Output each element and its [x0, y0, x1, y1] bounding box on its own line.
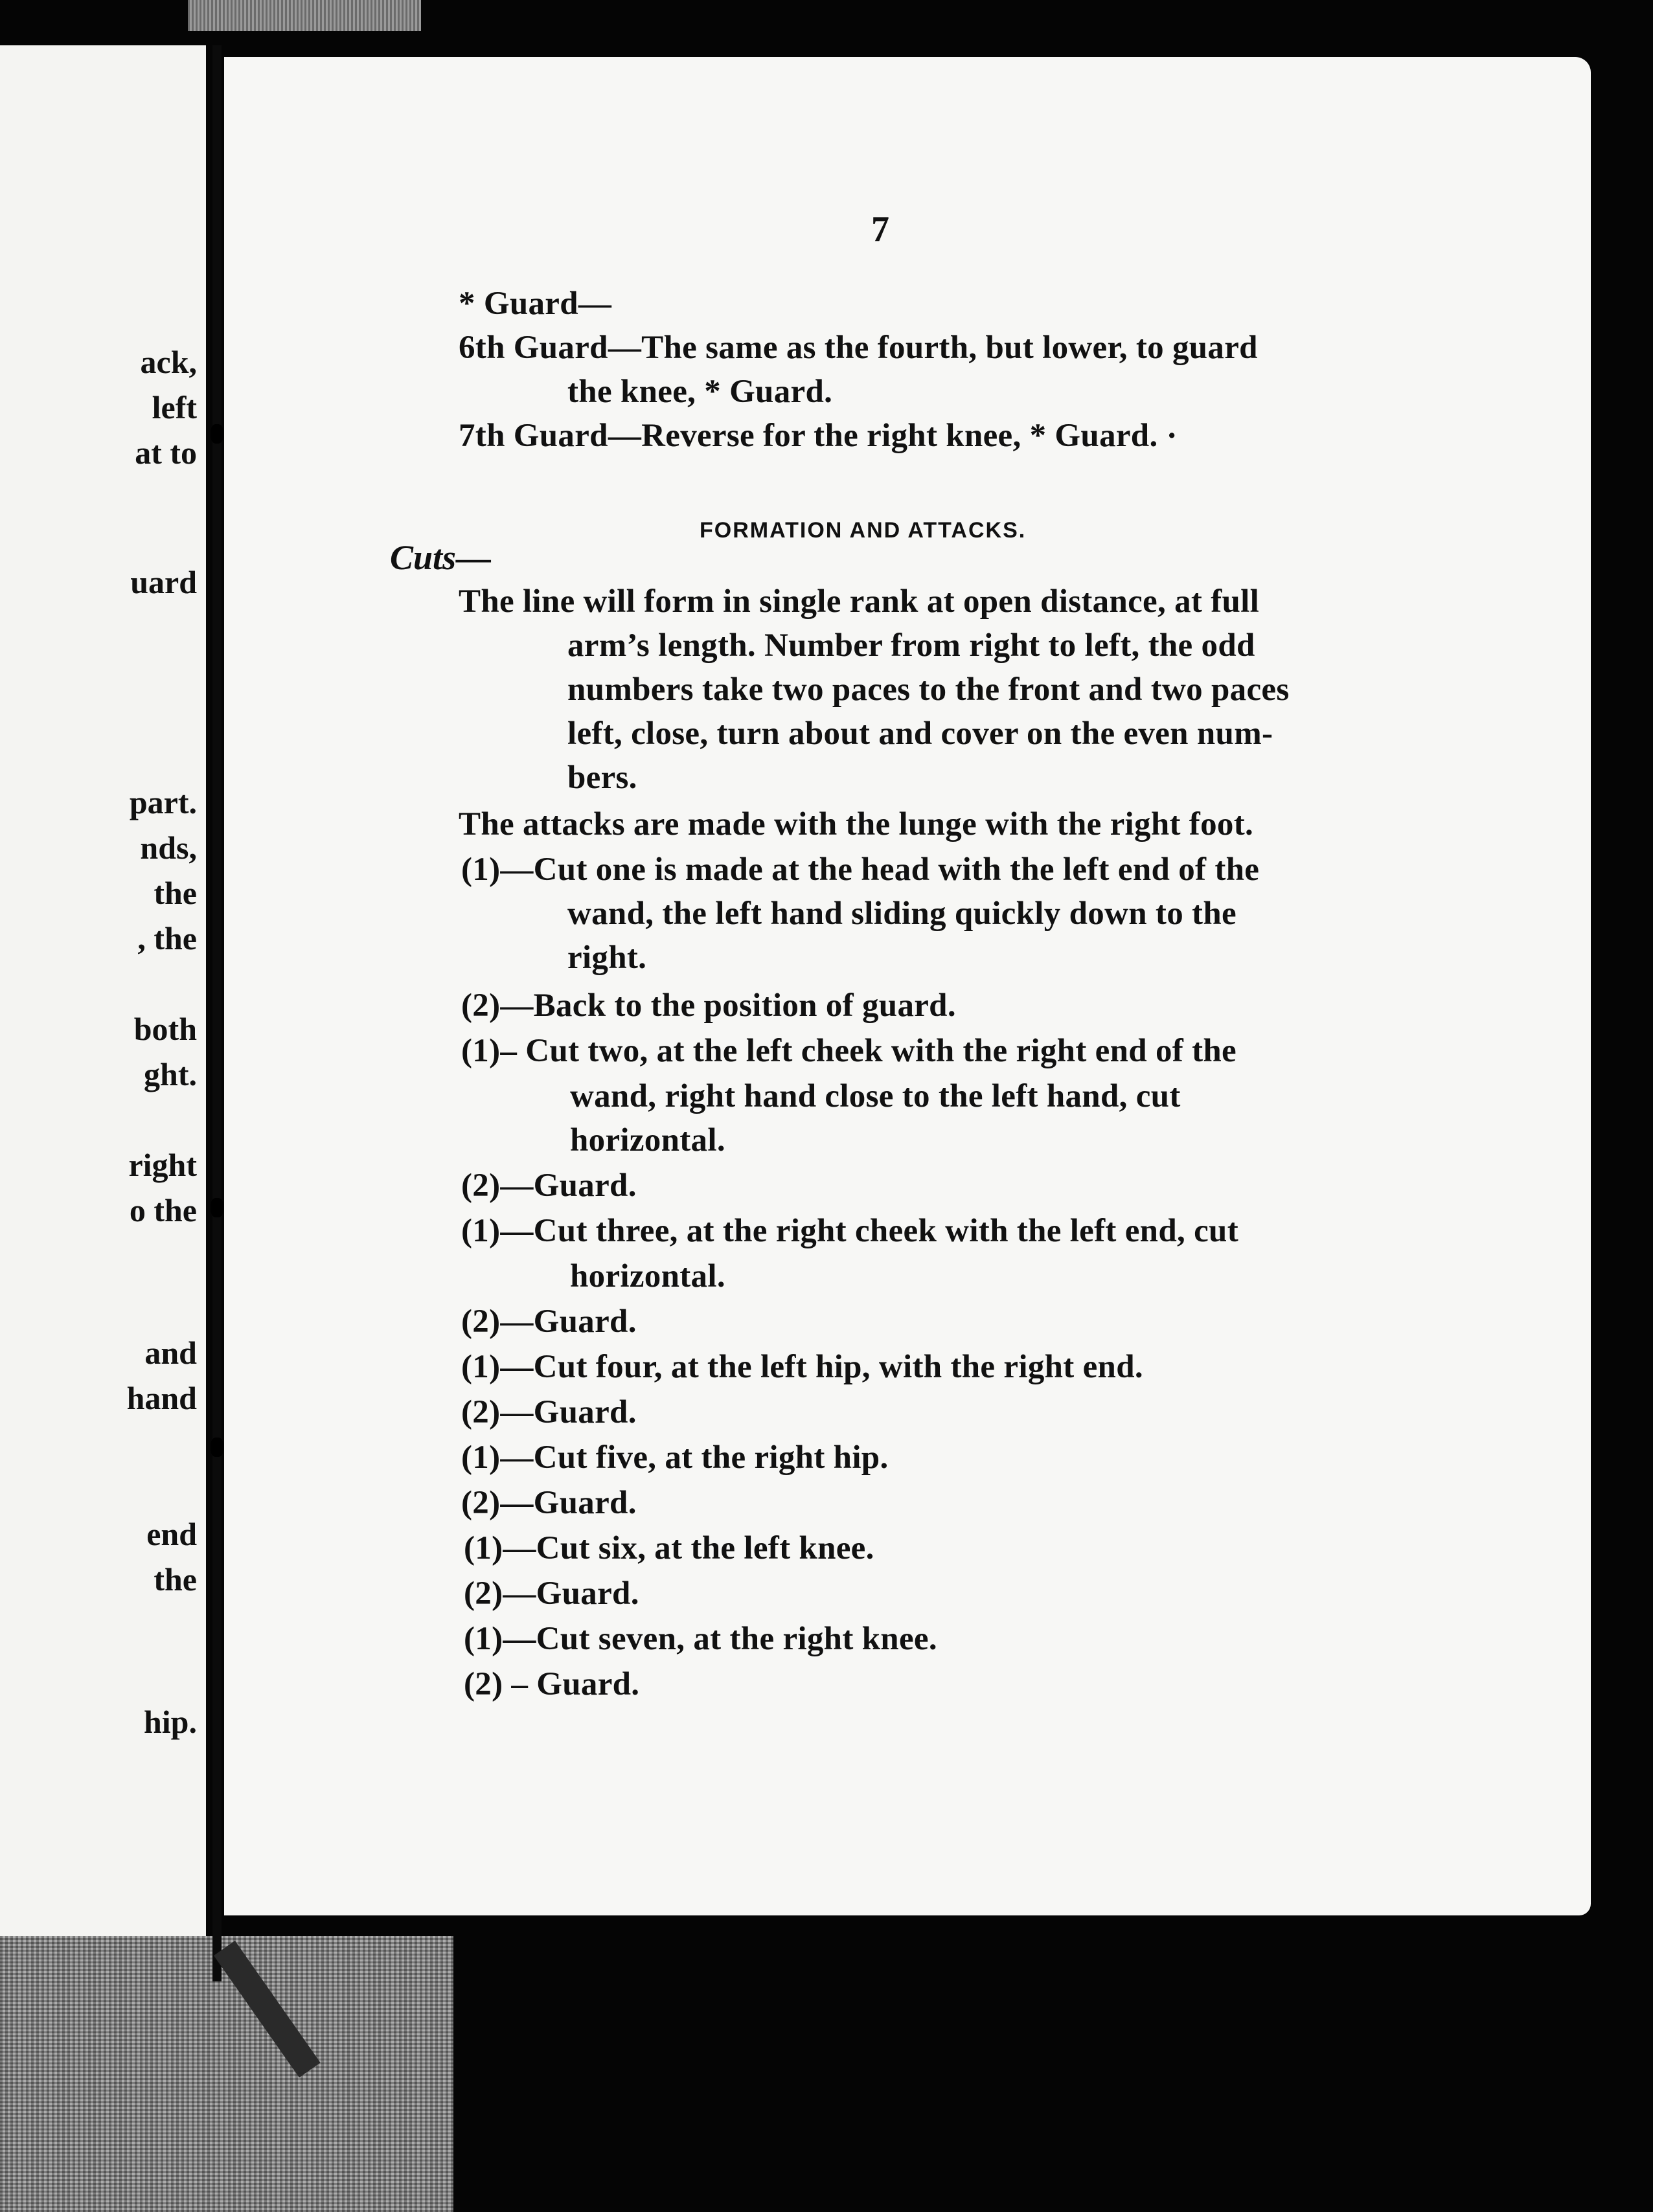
left-fragment: left — [152, 389, 197, 425]
cut-line: horizontal. — [570, 1258, 725, 1294]
cut-line: (2)—Back to the position of guard. — [461, 988, 956, 1024]
left-fragment: ght. — [144, 1056, 197, 1092]
cut-line: (2) – Guard. — [464, 1666, 640, 1702]
left-fragment: , the — [137, 920, 197, 956]
attacks-intro: The attacks are made with the lunge with the right foot. — [459, 806, 1254, 842]
cut-line: right. — [567, 940, 647, 976]
guard-line: 7th Guard—Reverse for the right knee, * Guard. · — [459, 418, 1178, 454]
left-page — [0, 45, 206, 1936]
cut-line: (1)—Cut seven, at the right knee. — [464, 1621, 937, 1657]
cut-line: (2)—Guard. — [464, 1575, 639, 1612]
cut-line: (2)—Guard. — [461, 1394, 637, 1430]
cut-line: (1)– Cut two, at the left cheek with the right end of the — [461, 1033, 1237, 1069]
guard-line: the knee, * Guard. — [567, 374, 833, 410]
cut-line: (1)—Cut four, at the left hip, with the right end. — [461, 1349, 1143, 1385]
formation-line: arm’s length. Number from right to left, the odd — [567, 627, 1255, 664]
formation-line: numbers take two paces to the front and two paces — [567, 672, 1290, 708]
binding-cloth-top — [188, 0, 421, 31]
formation-line: left, close, turn about and cover on the even num- — [567, 716, 1273, 752]
cut-line: (2)—Guard. — [461, 1168, 637, 1204]
left-fragment: o the — [129, 1192, 197, 1228]
cut-line: wand, right hand close to the left hand, cut — [570, 1078, 1181, 1114]
left-fragment: ack, — [140, 344, 197, 380]
cut-line: (1)—Cut one is made at the head with the left end of the — [461, 852, 1260, 888]
cut-line: (1)—Cut five, at the right hip. — [461, 1439, 889, 1476]
left-fragment: at to — [135, 435, 197, 471]
cut-line: (2)—Guard. — [461, 1485, 637, 1521]
left-fragment: hip. — [143, 1704, 197, 1740]
stitch-mark — [211, 1198, 223, 1217]
left-fragment: part. — [129, 784, 197, 820]
left-fragment: and — [144, 1335, 197, 1371]
stitch-mark — [211, 1438, 223, 1457]
page-number: 7 — [871, 209, 889, 249]
left-fragment: nds, — [140, 830, 197, 866]
cut-line: wand, the left hand sliding quickly down to the — [567, 896, 1237, 932]
section-heading: FORMATION AND ATTACKS. — [700, 518, 1027, 543]
formation-line: bers. — [567, 760, 637, 796]
cut-line: (1)—Cut three, at the right cheek with the left end, cut — [461, 1213, 1238, 1249]
cut-line: horizontal. — [570, 1122, 725, 1158]
cut-line: (1)—Cut six, at the left knee. — [464, 1530, 874, 1566]
cut-line: (2)—Guard. — [461, 1304, 637, 1340]
left-fragment: the — [154, 1561, 197, 1597]
left-fragment: hand — [126, 1380, 197, 1416]
left-fragment: the — [154, 875, 197, 911]
guard-line: * Guard— — [459, 286, 612, 322]
guard-line: 6th Guard—The same as the fourth, but lower, to guard — [459, 330, 1258, 366]
binding-cloth-bottom — [0, 1936, 453, 2212]
stitch-mark — [211, 424, 223, 444]
left-fragment: end — [146, 1516, 197, 1552]
left-fragment: uard — [130, 564, 197, 600]
subheading: Cuts— — [390, 538, 492, 577]
left-fragment: both — [133, 1011, 197, 1047]
left-fragment: right — [128, 1147, 197, 1183]
formation-line: The line will form in single rank at open distance, at full — [459, 583, 1260, 620]
book-spine — [212, 45, 222, 1981]
